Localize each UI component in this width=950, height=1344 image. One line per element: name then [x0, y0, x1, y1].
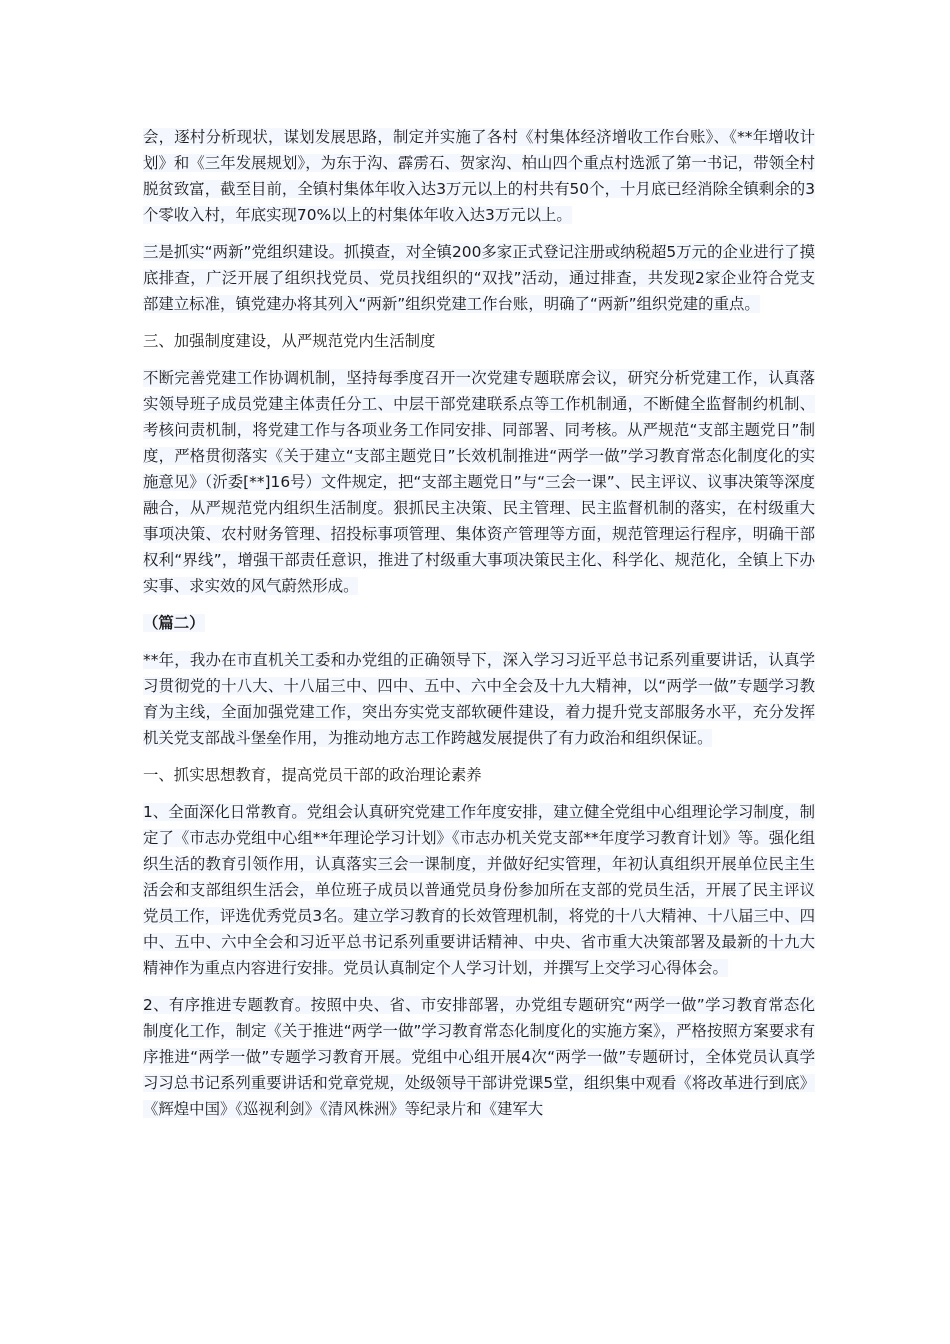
- paragraph-annual-summary-intro: [143, 647, 815, 751]
- paragraph-text: 三是抓实“两新”党组织建设。抓摸查，对全镇200多家正式登记注册或纳税超5万元的企业进行了摸底排查，广泛开展了组织找党员、党员找组织的“双找”活动，通过排查，共发现2家企业符合党支部建立标准，镇党建办将其列入“两新”组织党建工作台账，明确了“两新”组织党建的重点。: [143, 243, 815, 313]
- paragraph-special-education: [143, 992, 815, 1122]
- paragraph-text: **年，我办在市直机关工委和办党组的正确领导下，深入学习习近平总书记系列重要讲话，认真学习贯彻党的十八大、十八届三中、四中、五中、六中全会及十九大精神，以“两学一做”专题学习教育为主线，全面加强党建工作，突出夯实党支部软硬件建设，着力提升党支部服务水平，充分发挥机关党支部战斗堡垒作用，为推动地方志工作跨越发展提供了有力政治和组织保证。: [143, 651, 815, 747]
- paragraph-text: 会，逐村分析现状，谋划发展思路，制定并实施了各村《村集体经济增收工作台账》、《**年增收计划》和《三年发展规划》，为东于沟、霹雳石、贺家沟、柏山四个重点村选派了第一书记，带领全村脱贫致富，截至目前，全镇村集体年收入达3万元以上的村共有50个，十月底已经消除全镇剩余的3个零收入村，年底实现70%以上的村集体年收入达3万元以上。: [143, 128, 815, 224]
- document-page: [143, 124, 815, 1133]
- part-two-label: [143, 610, 815, 636]
- section-heading-ideological-education: 一、抓实思想教育，提高党员干部的政治理论素养: [143, 766, 482, 784]
- part-two-text: （篇二）: [143, 614, 205, 632]
- section-heading-system-building: 三、加强制度建设，从严规范党内生活制度: [143, 332, 436, 350]
- paragraph-two-new-organizations: [143, 239, 815, 317]
- paragraph-text: 2、有序推进专题教育。按照中央、省、市安排部署，办党组专题研究“两学一做”学习教育常态化制度化工作，制定《关于推进“两学一做”学习教育常态化制度化的实施方案》，严格按照方案要求有序推进“两学一做”专题学习教育开展。党组中心组开展4次“两学一做”专题研讨，全体党员认真学习习总书记系列重要讲话和党章党规，处级领导干部讲党课5堂，组织集中观看《将改革进行到底》《辉煌中国》《巡视利剑》《清风株洲》等纪录片和《建军大: [143, 996, 815, 1118]
- paragraph-text: 不断完善党建工作协调机制，坚持每季度召开一次党建专题联席会议，研究分析党建工作，认真落实领导班子成员党建主体责任分工、中层干部党建联系点等工作机制通，不断健全监督制约机制、考核问责机制，将党建工作与各项业务工作同安排、同部署、同考核。从严规范“支部主题党日”制度，严格贯彻落实《关于建立“支部主题党日”长效机制推进“两学一做”学习教育常态化制度化的实施意见》（沂委[**]16号）文件规定，把“支部主题党日”与“三会一课”、民主评议、议事决策等深度融合，从严规范党内组织生活制度。狠抓民主决策、民主管理、民主监督机制的落实，在村级重大事项决策、农村财务管理、招投标事项管理、集体资产管理等方面，规范管理运行程序，明确干部权利“界线”，增强干部责任意识，推进了村级重大事项决策民主化、科学化、规范化，全镇上下办实事、求实效的风气蔚然形成。: [143, 369, 815, 595]
- paragraph-village-collective-income: [143, 124, 815, 228]
- paragraph-daily-education: [143, 799, 815, 981]
- paragraph-coordination-mechanism: [143, 365, 815, 599]
- paragraph-text: 1、全面深化日常教育。党组会认真研究党建工作年度安排，建立健全党组中心组理论学习制度，制定了《市志办党组中心组**年理论学习计划》《市志办机关党支部**年度学习教育计划》等。强化组织生活的教育引领作用，认真落实三会一课制度，并做好纪实管理，年初认真组织开展单位民主生活会和支部组织生活会，单位班子成员以普通党员身份参加所在支部的党员生活，开展了民主评议党员工作，评选优秀党员3名。建立学习教育的长效管理机制，将党的十八大精神、十八届三中、四中、五中、六中全会和习近平总书记系列重要讲话精神、中央、省市重大决策部署及最新的十九大精神作为重点内容进行安排。党员认真制定个人学习计划，并撰写上交学习心得体会。: [143, 803, 815, 977]
